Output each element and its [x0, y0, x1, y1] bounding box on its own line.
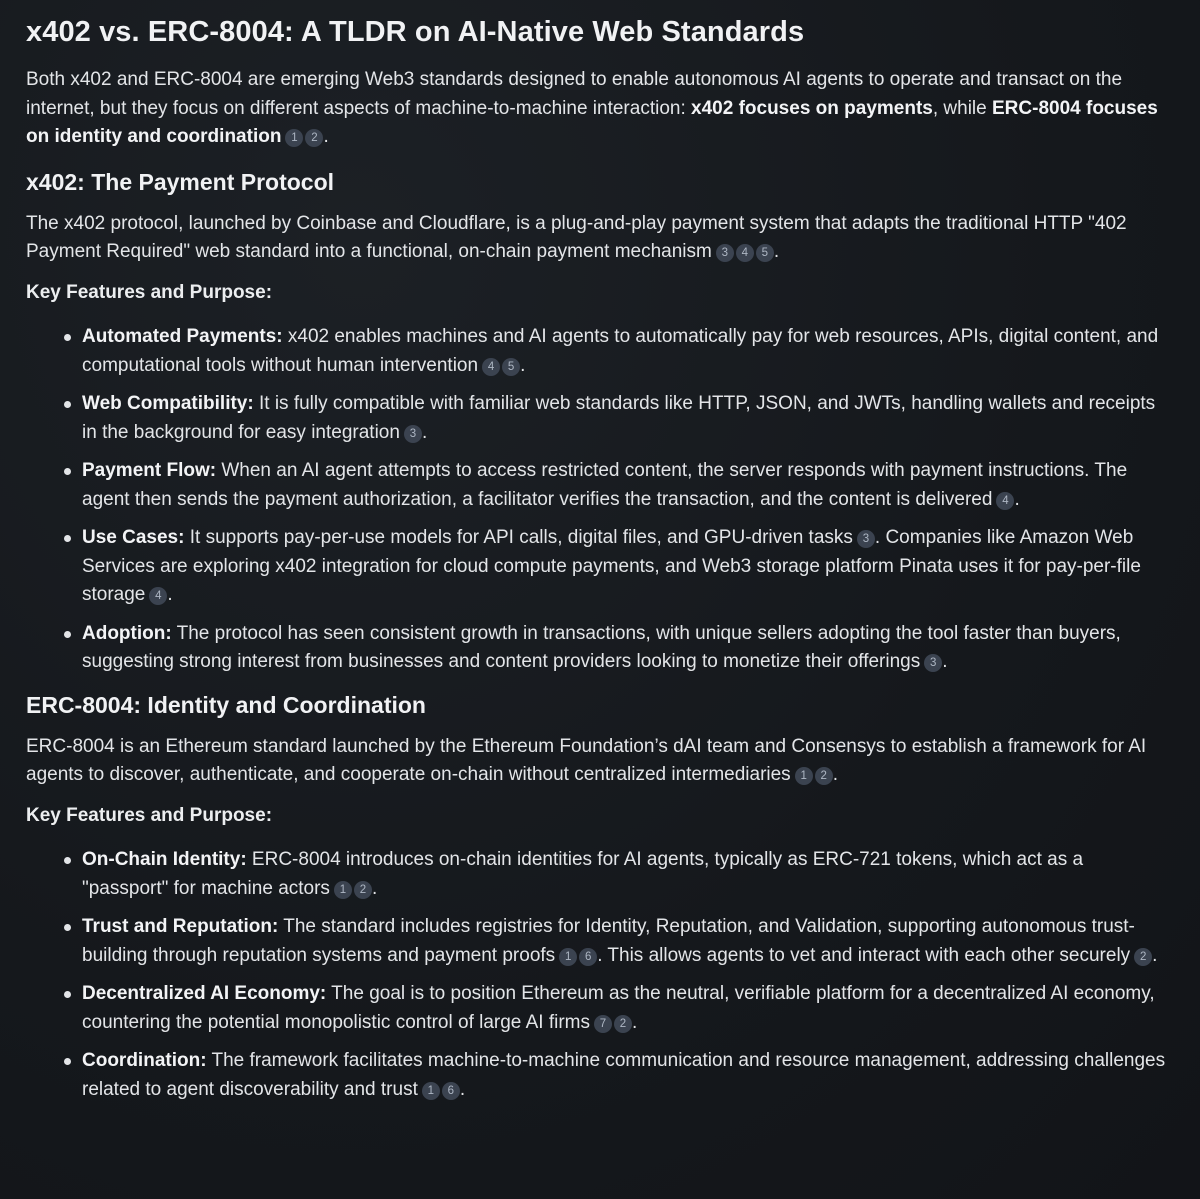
item-label: Adoption: — [82, 622, 172, 644]
citation-badge[interactable]: 1 — [334, 881, 352, 899]
list-item — [82, 323, 1170, 380]
intro-end: . — [323, 126, 329, 147]
list-item — [82, 846, 1170, 903]
list-item — [82, 390, 1170, 447]
intro-text: , while — [932, 97, 992, 119]
citation-badge[interactable]: 1 — [795, 767, 813, 785]
item-text: x402 enables machines and AI agents to automatically pay for web resources, APIs, digital content, and computational tools without human intervention — [82, 326, 1159, 376]
citation-badge[interactable]: 4 — [996, 492, 1014, 510]
citation-badge[interactable]: 1 — [285, 129, 303, 147]
citation-badge[interactable]: 3 — [857, 530, 875, 548]
list-item — [82, 457, 1170, 514]
item-end: . — [459, 1078, 466, 1100]
item-end: . — [371, 877, 378, 899]
item-text: It supports pay-per-use models for API calls, digital files, and GPU-driven tasks — [184, 527, 853, 548]
x402-paragraph-text: The x402 protocol, launched by Coinbase and Cloudflare, is a plug-and-play payment system that adapts the traditional HTTP "402 Payment Required" web standard into a functional, on-chain payment mechanism — [26, 212, 1127, 262]
intro-bold-x402: x402 focuses on payments — [691, 97, 933, 119]
citation-badge[interactable]: 2 — [815, 767, 833, 785]
list-item — [82, 1047, 1170, 1104]
list-item — [82, 524, 1170, 610]
list-item — [82, 913, 1170, 970]
x402-paragraph-end: . — [773, 241, 780, 262]
erc-paragraph — [26, 733, 1170, 790]
item-text: ERC-8004 introduces on-chain identities for AI agents, typically as ERC-721 tokens, which act as a "passport" for machine actors — [82, 849, 1084, 899]
item-end: . — [167, 584, 173, 605]
intro-paragraph — [26, 66, 1170, 152]
citation-badge[interactable]: 3 — [716, 244, 734, 262]
citation-badge[interactable]: 6 — [442, 1082, 460, 1100]
erc-features-heading: Key Features and Purpose: — [26, 804, 273, 826]
item-label: Use Cases: — [82, 527, 185, 548]
intro-bold-erc: ERC-8004 focuses on identity and coordination — [26, 97, 1158, 147]
list-item — [82, 980, 1170, 1037]
item-text: . This allows agents to vet and interact with each other securely — [597, 944, 1131, 966]
item-label: On-Chain Identity: — [82, 849, 247, 870]
item-text: When an AI agent attempts to access restricted content, the server responds with payment instructions. The agent then sends the payment authorization, a facilitator verifies the transaction, and the content is delivered — [82, 460, 1128, 510]
intro-text: Both x402 and ERC-8004 are emerging Web3 standards designed to enable autonomous AI agents to operate and transact on the internet, but they focus on different aspects of machine-to-machine interaction: — [26, 69, 1123, 119]
item-end: . — [1014, 488, 1020, 510]
citation-badge[interactable]: 2 — [305, 129, 323, 147]
citation-badge[interactable]: 4 — [736, 244, 754, 262]
item-end: . — [942, 651, 948, 672]
page-title: x402 vs. ERC-8004: A TLDR on AI-Native Web Standards — [26, 16, 805, 48]
item-label: Payment Flow: — [82, 460, 217, 481]
citation-badge[interactable]: 5 — [756, 244, 774, 262]
list-item — [82, 620, 1170, 677]
item-label: Coordination: — [82, 1050, 207, 1071]
item-end: . — [632, 1011, 638, 1033]
x402-paragraph — [26, 210, 1170, 267]
x402-features-heading: Key Features and Purpose: — [26, 281, 273, 303]
item-text: The goal is to position Ethereum as the neutral, verifiable platform for a decentralized AI economy, countering the potential monopolistic control of large AI firms — [82, 983, 1155, 1033]
citation-badge[interactable]: 4 — [149, 587, 167, 605]
erc-paragraph-text: ERC-8004 is an Ethereum standard launched by the Ethereum Foundation’s dAI team and Consensys to establish a framework for AI agents to discover, authenticate, and cooperate on-chain without centralized intermediaries — [26, 735, 1147, 785]
x402-features-list — [26, 323, 1170, 677]
section-heading-erc8004: ERC-8004: Identity and Coordination — [26, 691, 426, 718]
citation-badge[interactable]: 7 — [594, 1015, 612, 1033]
item-label: Trust and Reputation: — [82, 916, 279, 937]
item-end: . — [421, 421, 428, 443]
item-end: . — [520, 354, 526, 376]
citation-badge[interactable]: 6 — [579, 948, 597, 966]
section-heading-x402: x402: The Payment Protocol — [26, 168, 335, 195]
citation-badge[interactable]: 2 — [1134, 948, 1152, 966]
item-end: . — [1152, 944, 1158, 966]
citation-badge[interactable]: 3 — [924, 654, 942, 672]
item-text: . Companies like Amazon Web Services are exploring x402 integration for cloud compute payments, and Web3 storage platform Pinata uses it for pay-per-file storage — [82, 527, 1141, 605]
citation-badge[interactable]: 4 — [482, 358, 500, 376]
citation-badge[interactable]: 2 — [354, 881, 372, 899]
citation-badge[interactable]: 1 — [559, 948, 577, 966]
citation-badge[interactable]: 5 — [502, 358, 520, 376]
item-text: The protocol has seen consistent growth in transactions, with unique sellers adopting the tool faster than buyers, suggesting strong interest from businesses and content providers looking to monetize their offerings — [82, 622, 1121, 672]
citation-badge[interactable]: 1 — [422, 1082, 440, 1100]
item-label: Web Compatibility: — [82, 393, 254, 414]
item-text: The standard includes registries for Identity, Reputation, and Validation, supporting autonomous trust-building through reputation systems and payment proofs — [82, 916, 1135, 966]
item-text: The framework facilitates machine-to-machine communication and resource management, addressing challenges related to agent discoverability and trust — [82, 1050, 1166, 1100]
item-label: Decentralized AI Economy: — [82, 983, 327, 1004]
item-label: Automated Payments: — [82, 326, 283, 347]
erc-features-list — [26, 846, 1170, 1104]
citation-badge[interactable]: 2 — [614, 1015, 632, 1033]
item-text: It is fully compatible with familiar web standards like HTTP, JSON, and JWTs, handling wallets and receipts in the background for easy integration — [82, 393, 1156, 443]
erc-paragraph-end: . — [832, 764, 838, 785]
citation-badge[interactable]: 3 — [404, 425, 422, 443]
